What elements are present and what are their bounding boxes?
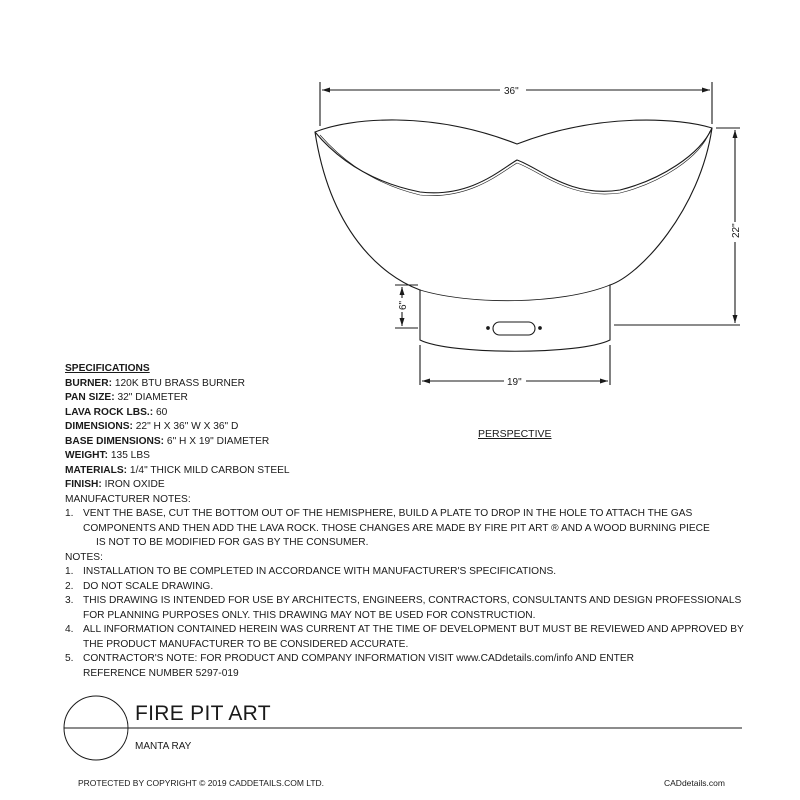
spec-value: 60 xyxy=(155,406,168,418)
spec-label: MATERIALS: xyxy=(65,464,128,476)
note-number: 3. xyxy=(65,595,74,606)
note-item xyxy=(65,565,745,580)
note-text: COMPONENTS AND THEN ADD THE LAVA ROCK. THOSE CHANGES ARE MADE BY FIRE PIT ART ® AND A WOOD BURNING PIECE xyxy=(83,522,710,534)
spec-row xyxy=(65,420,745,435)
spec-label: PAN SIZE: xyxy=(65,392,115,403)
dim-label-height: 22" xyxy=(731,223,742,238)
note-text: VENT THE BASE, CUT THE BOTTOM OUT OF THE HEMISPHERE, BUILD A PLATE TO DROP IN THE HOLE TO ATTACH THE GAS xyxy=(83,508,693,519)
spec-row xyxy=(65,449,745,464)
note-text: THE PRODUCT MANUFACTURER TO BE CONSIDERED ACCURATE. xyxy=(83,638,409,650)
spec-label: DIMENSIONS: xyxy=(65,421,133,432)
spec-label: WEIGHT: xyxy=(65,450,109,461)
note-text: THIS DRAWING IS INTENDED FOR USE BY ARCHITECTS, ENGINEERS, CONTRACTORS, CONSULTANTS AND DESIGN PROFESSIONALS xyxy=(83,595,742,606)
bowl-silhouette xyxy=(315,120,712,301)
manufacturer-notes-title: MANUFACTURER NOTES: xyxy=(65,493,191,505)
note-text: DO NOT SCALE DRAWING. xyxy=(83,580,214,592)
spec-row xyxy=(65,406,745,421)
note-text: REFERENCE NUMBER 5297-019 xyxy=(83,667,239,679)
spec-value: 22" H X 36" W X 36" D xyxy=(135,421,239,432)
notes-title: NOTES: xyxy=(65,551,103,563)
spec-row xyxy=(65,478,745,493)
note-text: IS NOT TO BE MODIFIED FOR GAS BY THE CONSUMER. xyxy=(96,537,369,548)
dim-label-base-width: 19" xyxy=(507,377,522,388)
note-number: 1. xyxy=(65,508,74,519)
note-number: 4. xyxy=(65,624,74,635)
spec-row xyxy=(65,377,745,392)
note-item xyxy=(65,580,745,595)
note-text: ALL INFORMATION CONTAINED HEREIN WAS CURRENT AT THE TIME OF DEVELOPMENT BUT MUST BE REVIEWED AND APPROVED BY xyxy=(83,624,744,635)
spec-label: BASE DIMENSIONS: xyxy=(65,435,165,447)
note-item xyxy=(65,623,745,638)
note-number: 5. xyxy=(65,653,74,664)
manufacturer-note xyxy=(65,507,745,522)
spec-label: BURNER: xyxy=(65,377,112,389)
specifications-block xyxy=(65,362,745,681)
title-block-subtitle: MANTA RAY xyxy=(135,741,192,752)
spec-value: 6" H X 19" DIAMETER xyxy=(166,435,270,447)
dim-label-base-height: 6" xyxy=(398,300,409,310)
view-label: PERSPECTIVE xyxy=(478,428,552,440)
spec-label: FINISH: xyxy=(65,479,102,490)
spec-value: 1/4" THICK MILD CARBON STEEL xyxy=(129,464,290,476)
spec-value: 32" DIAMETER xyxy=(117,392,188,403)
spec-value: IRON OXIDE xyxy=(104,479,165,490)
copyright-notice: PROTECTED BY COPYRIGHT © 2019 CADDETAILS.COM LTD. xyxy=(78,778,325,788)
note-text: CONTRACTOR'S NOTE: FOR PRODUCT AND COMPANY INFORMATION VISIT www.CADdetails.com/info AND ENTER xyxy=(83,653,635,664)
note-text: INSTALLATION TO BE COMPLETED IN ACCORDANCE WITH MANUFACTURER'S SPECIFICATIONS. xyxy=(83,566,557,577)
title-block-name: FIRE PIT ART xyxy=(135,702,271,725)
note-item xyxy=(65,594,745,609)
specifications-title: SPECIFICATIONS xyxy=(65,363,150,374)
spec-row xyxy=(65,464,745,479)
spec-row xyxy=(65,391,745,406)
spec-value: 120K BTU BRASS BURNER xyxy=(114,377,246,389)
dim-label-width: 36" xyxy=(504,86,519,97)
note-number: 2. xyxy=(65,580,74,592)
note-number: 1. xyxy=(65,566,74,577)
spec-row xyxy=(65,435,745,450)
base-cylinder xyxy=(420,285,610,351)
spec-label: LAVA ROCK LBS.: xyxy=(65,406,154,418)
spec-value: 135 LBS xyxy=(110,450,150,461)
note-text: FOR PLANNING PURPOSES ONLY. THIS DRAWING MAY NOT BE USED FOR CONSTRUCTION. xyxy=(83,609,536,621)
site-link[interactable]: CADdetails.com xyxy=(664,778,725,788)
note-item xyxy=(65,652,745,667)
